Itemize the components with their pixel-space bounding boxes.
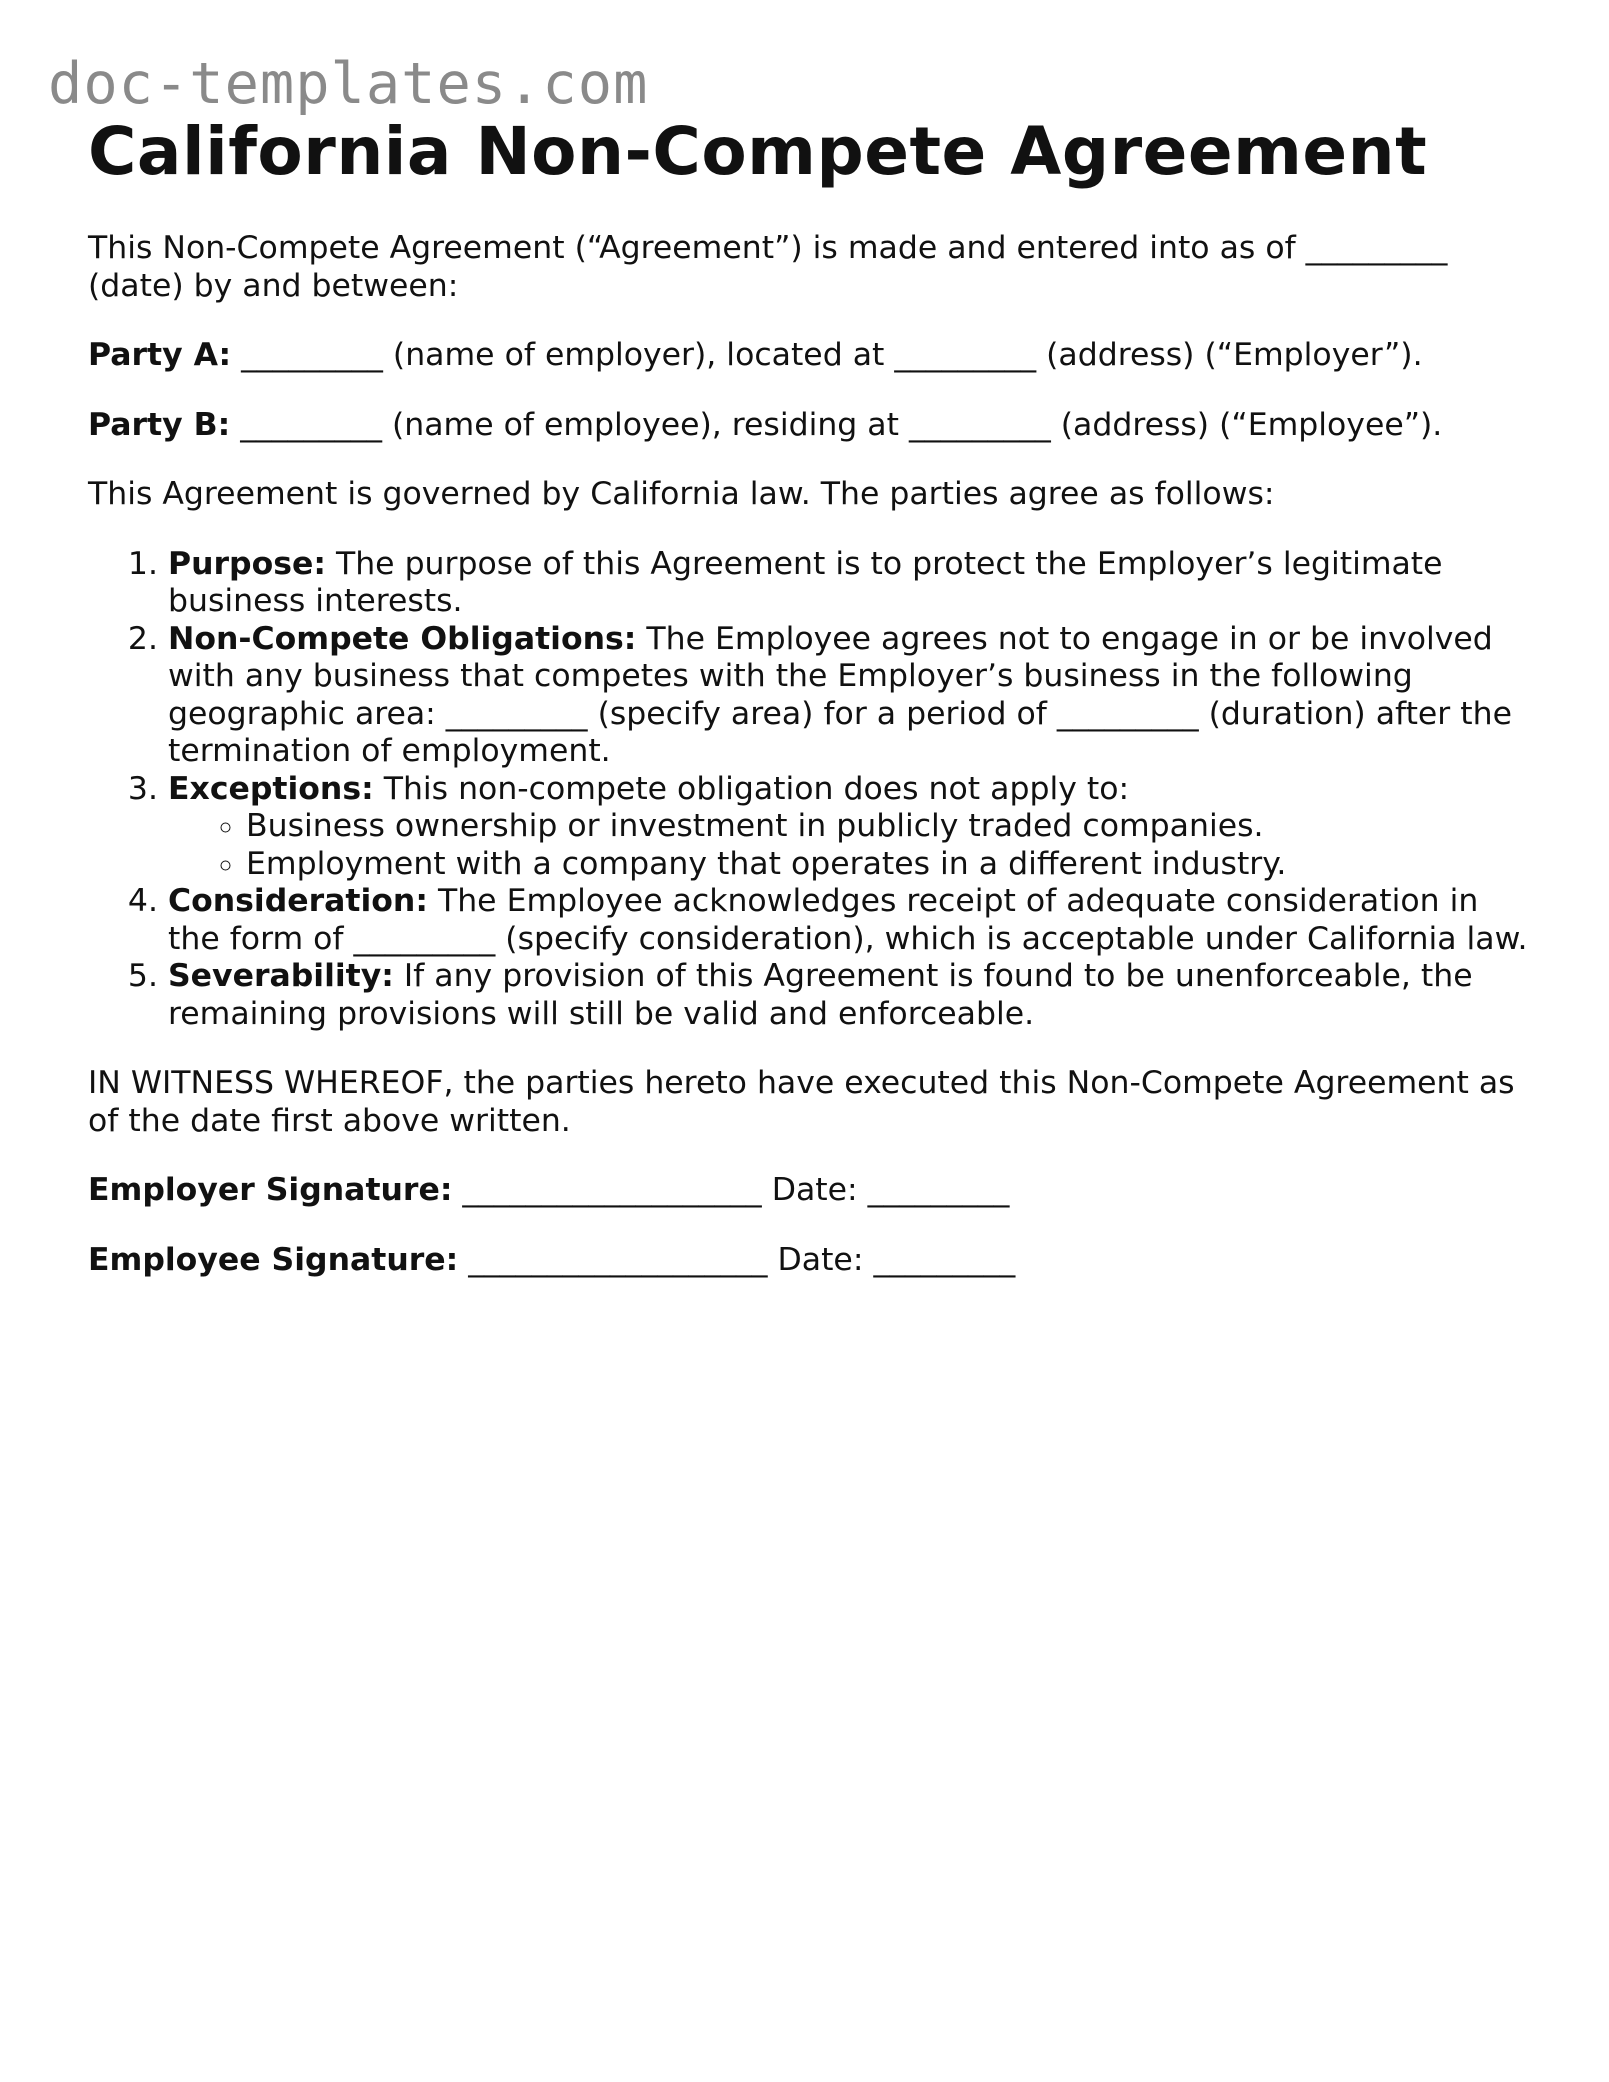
- clause-text: This non-compete obligation does not apply to:: [373, 770, 1130, 807]
- party-b-label: Party B:: [88, 406, 231, 443]
- clause-list: [88, 546, 1528, 1034]
- clause-consideration: [168, 883, 1528, 958]
- clause-purpose: [168, 546, 1528, 621]
- clause-text: The purpose of this Agreement is to protect the Employer’s legitimate business interests.: [168, 545, 1443, 619]
- party-a-line: [88, 337, 1528, 375]
- clause-text: The Employee agrees not to engage in or be involved with any business that competes with the Employer’s business in the following geographic area: _________ (specify area) for a period of _________ (duration) after the termination of employment.: [168, 620, 1512, 769]
- employer-signature-blank: ___________________ Date: _________: [452, 1172, 1010, 1208]
- party-a-text: _________ (name of employer), located at _________ (address) (“Employer”).: [231, 337, 1423, 373]
- party-b-text: _________ (name of employee), residing at _________ (address) (“Employee”).: [230, 406, 1443, 443]
- clause-label: Severability:: [168, 958, 394, 994]
- exceptions-sublist: [168, 808, 1528, 883]
- employee-signature-blank: ___________________ Date: _________: [458, 1241, 1016, 1278]
- intro-paragraph: This Non-Compete Agreement (“Agreement”) is made and entered into as of _________ (date) by and between:: [88, 230, 1448, 304]
- employer-signature-line: [88, 1172, 1528, 1210]
- clause-text: If any provision of this Agreement is found to be unenforceable, the remaining provisions will still be valid and enforceable.: [168, 958, 1473, 1032]
- governing-law-paragraph: This Agreement is governed by California law. The parties agree as follows:: [88, 476, 1275, 512]
- exception-item: ◦ Business ownership or investment in publicly traded companies.: [246, 808, 1528, 846]
- clause-text: The Employee acknowledges receipt of adequate consideration in the form of _________ (specify consideration), which is acceptable under California law.: [168, 883, 1528, 957]
- watermark: doc-templates.com: [48, 51, 649, 117]
- exception-item: ◦ Employment with a company that operates in a different industry.: [246, 846, 1528, 884]
- document-page: [88, 112, 1528, 1279]
- clause-label: Consideration:: [168, 883, 428, 919]
- clause-label: Exceptions:: [168, 770, 374, 807]
- clause-exceptions: [168, 771, 1528, 884]
- clause-label: Non-Compete Obligations:: [168, 620, 637, 657]
- clause-non-compete-obligations: [168, 621, 1528, 771]
- witness-paragraph: IN WITNESS WHEREOF, the parties hereto have executed this Non-Compete Agreement as of the date first above written.: [88, 1065, 1515, 1139]
- employee-signature-label: Employee Signature:: [88, 1241, 459, 1278]
- clause-label: Purpose:: [168, 545, 326, 582]
- document-title: California Non-Compete Agreement: [88, 113, 1428, 190]
- employer-signature-label: Employer Signature:: [88, 1172, 453, 1208]
- party-b-line: [88, 407, 1528, 445]
- clause-severability: [168, 958, 1528, 1033]
- party-a-label: Party A:: [88, 337, 232, 373]
- employee-signature-line: [88, 1242, 1528, 1280]
